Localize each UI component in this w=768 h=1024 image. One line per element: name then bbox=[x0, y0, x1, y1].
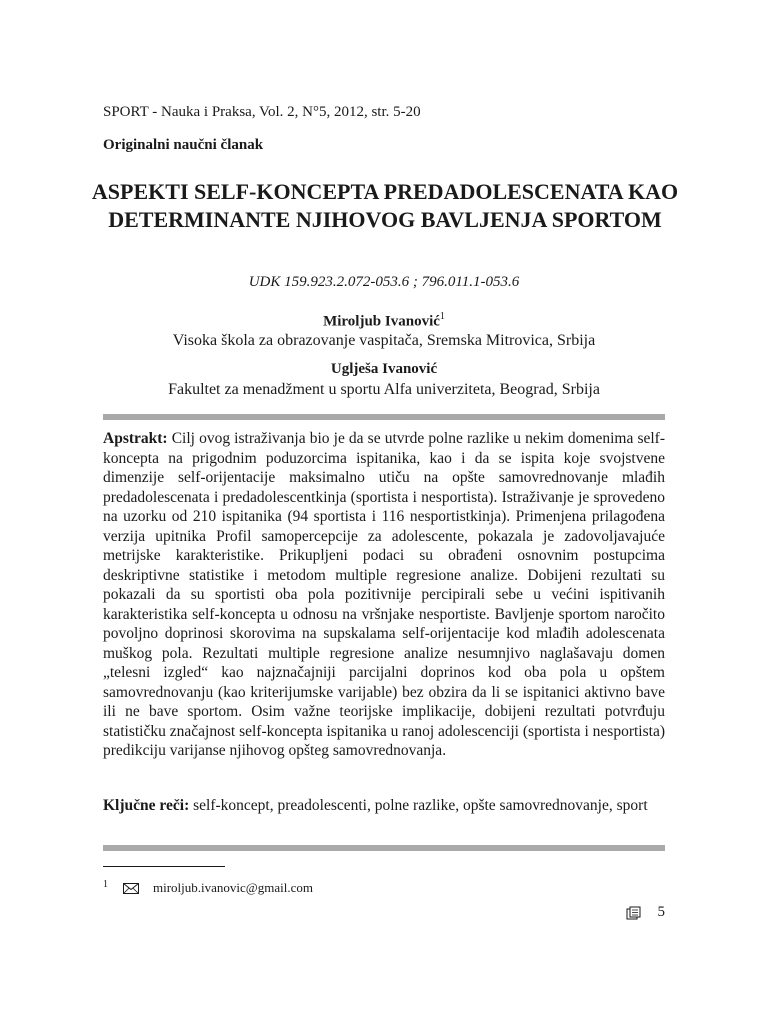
abstract-text: Cilj ovog istraživanja bio je da se utvrde polne razlike u nekim domenima self-koncepta na prigodnim poduzorcima ispitanika, kao i da se ispita koje svojstvene dimenzije self-orijentacije maksimalno utiču na opšte samovrednovanje mlađih predadolescenata i predadolescentkinja (sportista i nesportista). Istraživanje je sprovedeno na uzorku od 210 ispitanika (94 sportista i 116 nesportistkinja). Primenjena prilagođena verzija upitnika Profil samopercepcije za adolescente, pokazala je zadovoljavajuće metrijske karakteristike. Prikupljeni podaci su obrađeni osnovnim postupcima deskriptivne statistike i metodom multiple regresione analize. Dobijeni rezultati su pokazali da su sportisti oba pola pozitivnije percipirali sebe u većini ispitivanih karakteristika self-koncepta u odnosu na vršnjake nesportiste. Bavljenje sportom naročito povoljno doprinosi skorovima na supskalama self-orijentacije kod mlađih adolescenata muškog pola. Rezultati multiple regresione analize nesumnjivo naglašavaju domen „telesni izgled“ kao najznačajniji parcijalni doprinos kod oba pola u opštem samovrednovanju (kao kriterijumske varijable) bez obzira da li se ispitanici aktivno bave ili ne bave sportom. Osim važne teorijske implikacije, dobijeni rezultati potvrđuju statističku značajnost self-koncepta ispitanika u ranoj adolescenciji (sportista i nesportista) predikciju varijanse njihovog opšteg samovrednovanja. bbox=[103, 430, 665, 759]
article-title: ASPEKTI SELF-KONCEPTA PREDADOLESCENATA KAO DETERMINANTE NJIHOVOG BAVLJENJA SPORTOM bbox=[91, 179, 679, 232]
footnote-email[interactable]: miroljub.ivanovic@gmail.com bbox=[153, 880, 313, 895]
abstract-label: Apstrakt: bbox=[103, 430, 168, 447]
author-2-affiliation: Fakultet za menadžment u sportu Alfa univerziteta, Beograd, Srbija bbox=[168, 381, 600, 398]
author-1-footnote-mark: 1 bbox=[439, 311, 445, 322]
author-2 bbox=[0, 360, 768, 378]
book-icon bbox=[626, 906, 642, 920]
abstract bbox=[103, 429, 665, 761]
footnote bbox=[103, 880, 313, 896]
keywords-text: self-koncept, preadolescenti, polne razlike, opšte samovrednovanje, sport bbox=[193, 797, 648, 814]
page-number: 5 bbox=[657, 904, 665, 920]
envelope-icon bbox=[123, 883, 139, 894]
author-2-name: Uglješa Ivanović bbox=[330, 361, 438, 377]
author-1 bbox=[0, 311, 768, 330]
keywords-label: Ključne reči: bbox=[103, 797, 190, 814]
page-footer bbox=[626, 904, 666, 921]
footnote-rule bbox=[103, 866, 225, 867]
abstract-bottom-rule bbox=[103, 845, 665, 851]
author-1-name: Miroljub Ivanović bbox=[323, 313, 440, 330]
footnote-mark: 1 bbox=[103, 878, 108, 890]
abstract-top-rule bbox=[103, 414, 665, 420]
journal-citation: SPORT - Nauka i Praksa, Vol. 2, N°5, 2012, str. 5-20 bbox=[103, 104, 421, 120]
udk-code: UDK 159.923.2.072-053.6 ; 796.011.1-053.6 bbox=[248, 274, 520, 290]
article-type: Originalni naučni članak bbox=[103, 137, 264, 153]
author-1-affiliation: Visoka škola za obrazovanje vaspitača, Sremska Mitrovica, Srbija bbox=[172, 332, 596, 349]
keywords bbox=[103, 796, 665, 816]
